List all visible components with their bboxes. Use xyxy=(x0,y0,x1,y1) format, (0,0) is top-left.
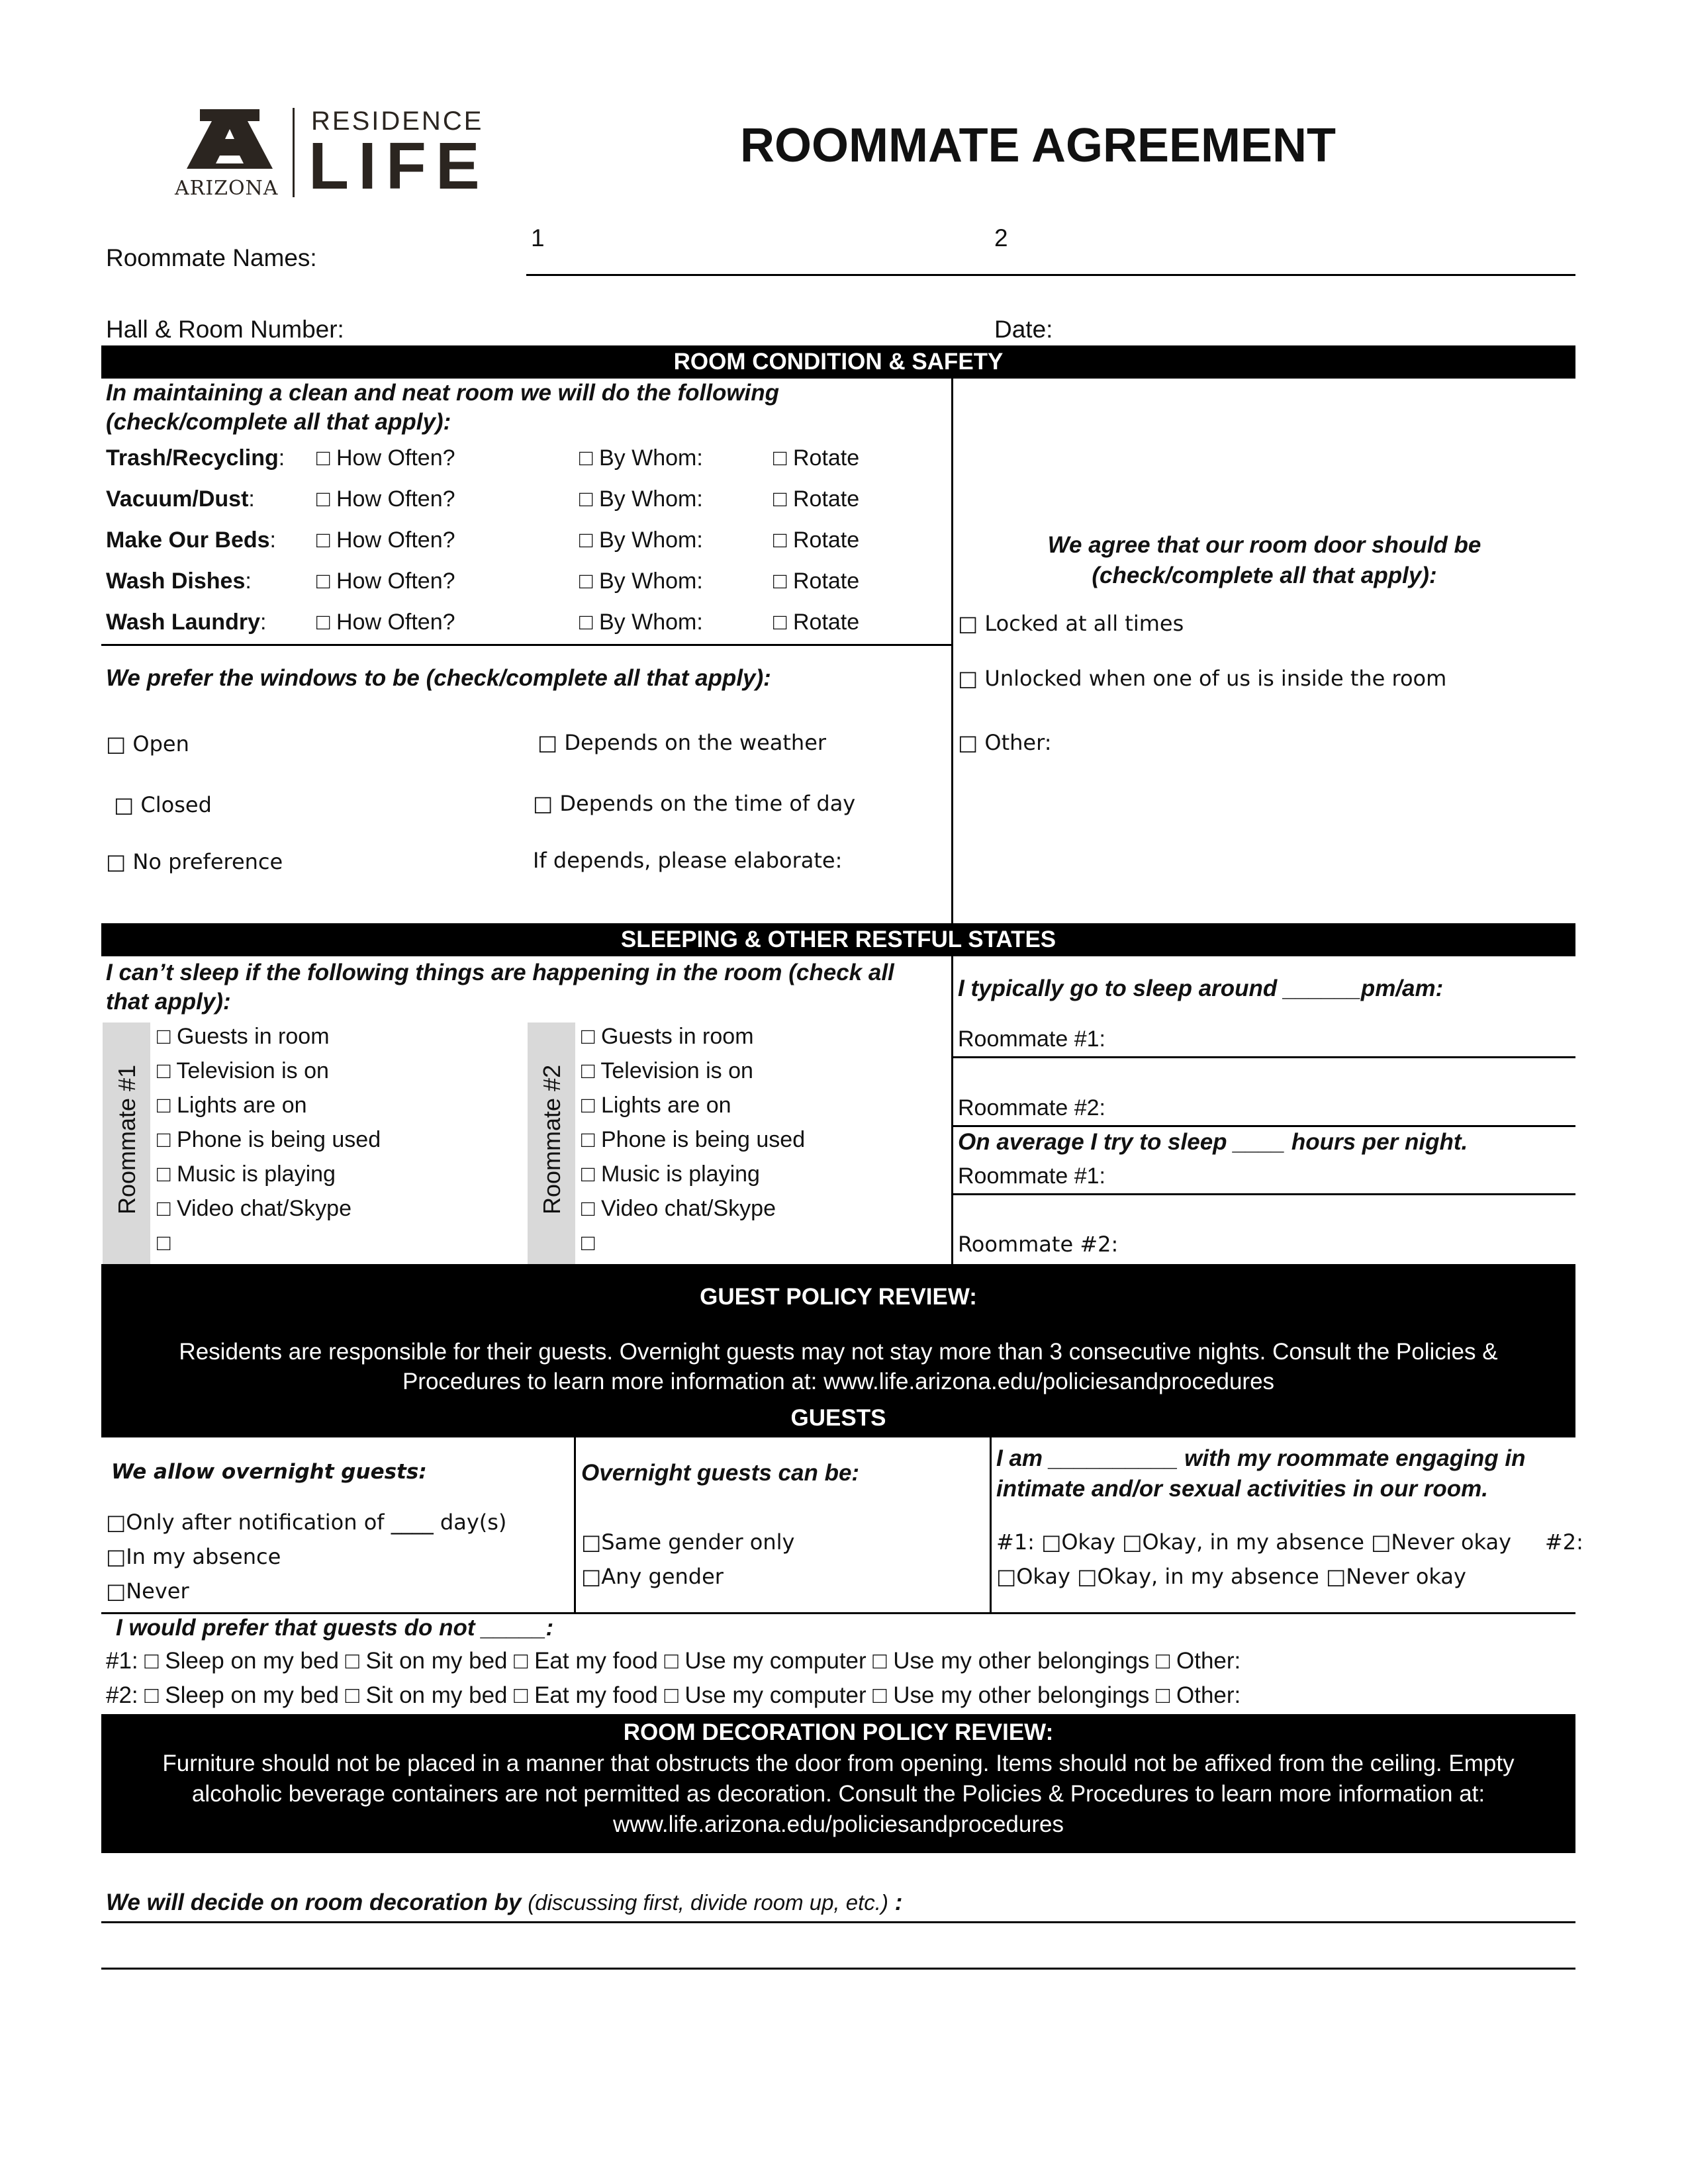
allow-option-never[interactable]: □Never xyxy=(106,1578,189,1604)
sleep-item-checkbox[interactable]: □ Phone is being used xyxy=(581,1127,806,1152)
door-option-other[interactable]: □ Other: xyxy=(958,730,1052,755)
intimate-prompt: I am __________ with my roommate engaging in intimate and/or sexual activities in our room. xyxy=(996,1445,1526,1502)
door-prompt: We agree that our room door should be (check/complete all that apply): xyxy=(1047,532,1481,588)
door-option-locked[interactable]: □ Locked at all times xyxy=(958,611,1184,636)
windows-prompt: We prefer the windows to be (check/complete all that apply): xyxy=(106,665,771,691)
window-nopref-option[interactable]: □ No preference xyxy=(106,849,283,874)
hours-roommate-2[interactable]: Roommate #2: xyxy=(958,1232,1119,1257)
roommate-names-label: Roommate Names: xyxy=(106,244,317,271)
chore-row: Vacuum/Dust: xyxy=(106,486,255,512)
university-logo xyxy=(173,103,489,203)
chore-task: Trash/Recycling xyxy=(106,445,279,471)
sleep-item-checkbox[interactable]: □ Music is playing xyxy=(157,1161,336,1187)
chore-row: Trash/Recycling: xyxy=(106,445,285,471)
chore-how-often[interactable]: □ How Often? xyxy=(316,445,455,471)
roommate-2-label: Roommate #2 xyxy=(538,1064,565,1214)
sleep-item-checkbox[interactable]: □ Lights are on xyxy=(581,1093,731,1118)
sleep-item-checkbox[interactable]: □ xyxy=(581,1230,595,1255)
sleep-item-checkbox[interactable]: □ xyxy=(157,1230,171,1255)
guests-can-be-options xyxy=(581,1529,794,1598)
sleep-item-checkbox[interactable]: □ Video chat/Skype xyxy=(157,1196,352,1221)
sleep-item-checkbox[interactable]: □ Music is playing xyxy=(581,1161,760,1187)
chore-by-whom[interactable]: □ By Whom: xyxy=(579,527,703,553)
guest-policy-box xyxy=(101,1264,1575,1437)
sleeping-divider xyxy=(951,956,953,1264)
chore-task: Wash Laundry xyxy=(106,610,260,635)
allow-option-absence[interactable]: □In my absence xyxy=(106,1544,281,1569)
roommate-name-1-field[interactable]: 1 xyxy=(531,224,545,251)
window-closed-option[interactable]: □ Closed xyxy=(114,792,212,817)
chore-rotate[interactable]: □ Rotate xyxy=(773,445,860,471)
logo-life: LIFE xyxy=(308,129,489,203)
chore-how-often[interactable]: □ How Often? xyxy=(316,527,455,553)
chore-row: Make Our Beds: xyxy=(106,527,276,553)
chore-by-whom[interactable]: □ By Whom: xyxy=(579,445,703,471)
can-be-any-gender[interactable]: □Any gender xyxy=(581,1564,724,1589)
logo-residence: RESIDENCE xyxy=(311,107,484,136)
decoration-answer-line-2[interactable] xyxy=(101,1968,1575,1970)
window-weather-option[interactable]: □ Depends on the weather xyxy=(538,730,827,755)
page-title: ROOMMATE AGREEMENT xyxy=(740,119,1336,172)
allow-option-notification[interactable]: □Only after notification of ____ day(s) xyxy=(106,1510,507,1535)
room-condition-bar: ROOM CONDITION & SAFETY xyxy=(101,345,1575,379)
guest-policy-body: Residents are responsible for their guests. Overnight guests may not stay more than 3 consecutive nights. Consult the Policies & Procedures to learn more information at: www.life.arizona.edu/policiesandprocedures xyxy=(179,1339,1498,1394)
room-condition-divider xyxy=(951,379,953,923)
roommate-name-2-field[interactable]: 2 xyxy=(994,224,1008,251)
roommate-1-sleep-list xyxy=(157,1023,381,1264)
prefer-roommate-1-options[interactable]: #1: □ Sleep on my bed □ Sit on my bed □ Eat my food □ Use my computer □ Use my other belongings □ Other: xyxy=(106,1648,1241,1674)
guest-policy-title: GUEST POLICY REVIEW: xyxy=(700,1284,977,1310)
chore-task: Vacuum/Dust xyxy=(106,486,249,512)
sleep-prompt: I can’t sleep if the following things are happening in the room (check all that apply): xyxy=(106,960,894,1015)
chore-rotate[interactable]: □ Rotate xyxy=(773,569,860,594)
bedtime-roommate-2[interactable]: Roommate #2: xyxy=(958,1095,1105,1120)
decoration-policy-body: Furniture should not be placed in a manner that obstructs the door from opening. Items should not be affixed from the ceiling. Empty alcoholic beverage containers are not permitted as decoration. Consult the Policies & Procedures to learn more information at: www.life.arizona.edu/policiesandprocedures xyxy=(162,1751,1515,1837)
sleep-item-checkbox[interactable]: □ Television is on xyxy=(581,1058,753,1083)
bedtime-prompt: I typically go to sleep around ______pm/am: xyxy=(958,976,1444,1001)
window-open-option[interactable]: □ Open xyxy=(106,731,189,756)
chore-by-whom[interactable]: □ By Whom: xyxy=(579,569,703,594)
allow-guests-options xyxy=(106,1509,506,1612)
hours-roommate-1[interactable]: Roommate #1: xyxy=(958,1163,1105,1189)
chores-bottom-rule xyxy=(101,644,952,646)
sleep-item-checkbox[interactable]: □ Guests in room xyxy=(581,1024,754,1049)
intimate-roommate-2-options[interactable]: □Okay □Okay, in my absence □Never okay xyxy=(996,1564,1466,1589)
chore-how-often[interactable]: □ How Often? xyxy=(316,610,455,635)
chore-row: Wash Laundry: xyxy=(106,610,267,635)
intimate-roommate-1-options[interactable]: #1: □Okay □Okay, in my absence □Never okay #2: xyxy=(996,1529,1583,1555)
window-elaborate-label: If depends, please elaborate: xyxy=(533,848,843,873)
decoration-policy-box xyxy=(101,1714,1575,1853)
guests-bar: GUESTS xyxy=(790,1405,886,1431)
chore-how-often[interactable]: □ How Often? xyxy=(316,486,455,512)
chore-by-whom[interactable]: □ By Whom: xyxy=(579,486,703,512)
hours-prompt: On average I try to sleep ____ hours per night. xyxy=(958,1129,1468,1155)
prefer-roommate-2-options[interactable]: #2: □ Sleep on my bed □ Sit on my bed □ Eat my food □ Use my computer □ Use my other belongings □ Other: xyxy=(106,1682,1241,1708)
chore-rotate[interactable]: □ Rotate xyxy=(773,486,860,512)
block-a-logo-icon xyxy=(173,103,286,175)
decoration-policy-title: ROOM DECORATION POLICY REVIEW: xyxy=(623,1719,1054,1745)
names-underline xyxy=(526,274,1575,276)
allow-guests-prompt: We allow overnight guests: xyxy=(111,1460,427,1484)
logo-university-name: ARIZONA xyxy=(175,177,279,200)
sleep-item-checkbox[interactable]: □ Guests in room xyxy=(157,1024,330,1049)
decoration-answer-line-1[interactable] xyxy=(101,1921,1575,1923)
date-label: Date: xyxy=(994,316,1053,343)
bedtime-roommate-1[interactable]: Roommate #1: xyxy=(958,1026,1105,1052)
sleeping-bar: SLEEPING & OTHER RESTFUL STATES xyxy=(101,923,1575,956)
chore-task: Wash Dishes xyxy=(106,569,246,594)
sleep-item-checkbox[interactable]: □ Lights are on xyxy=(157,1093,307,1118)
guests-can-be-prompt: Overnight guests can be: xyxy=(581,1460,860,1486)
hall-room-label: Hall & Room Number: xyxy=(106,316,344,343)
can-be-same-gender[interactable]: □Same gender only xyxy=(581,1529,795,1555)
chore-row: Wash Dishes: xyxy=(106,569,252,594)
window-time-option[interactable]: □ Depends on the time of day xyxy=(533,791,856,816)
cleaning-intro: In maintaining a clean and neat room we will do the following (check/complete all that apply): xyxy=(106,380,780,435)
door-option-unlocked[interactable]: □ Unlocked when one of us is inside the room xyxy=(958,666,1447,691)
chore-by-whom[interactable]: □ By Whom: xyxy=(579,610,703,635)
chore-rotate[interactable]: □ Rotate xyxy=(773,527,860,553)
roommate-1-label: Roommate #1 xyxy=(113,1064,140,1214)
sleep-item-checkbox[interactable]: □ Television is on xyxy=(157,1058,329,1083)
roommate-2-sidebar xyxy=(528,1023,575,1264)
roommate-1-sidebar xyxy=(103,1023,150,1264)
prefer-guests-prompt: I would prefer that guests do not _____: xyxy=(116,1615,554,1641)
sleep-item-checkbox[interactable]: □ Phone is being used xyxy=(157,1127,381,1152)
chore-task: Make Our Beds xyxy=(106,527,270,553)
decoration-decide-prompt: We will decide on room decoration by (discussing first, divide room up, etc.) : xyxy=(106,1889,903,1915)
sleep-item-checkbox[interactable]: □ Video chat/Skype xyxy=(581,1196,776,1221)
roommate-2-sleep-list xyxy=(581,1023,805,1264)
chore-how-often[interactable]: □ How Often? xyxy=(316,569,455,594)
chore-rotate[interactable]: □ Rotate xyxy=(773,610,860,635)
